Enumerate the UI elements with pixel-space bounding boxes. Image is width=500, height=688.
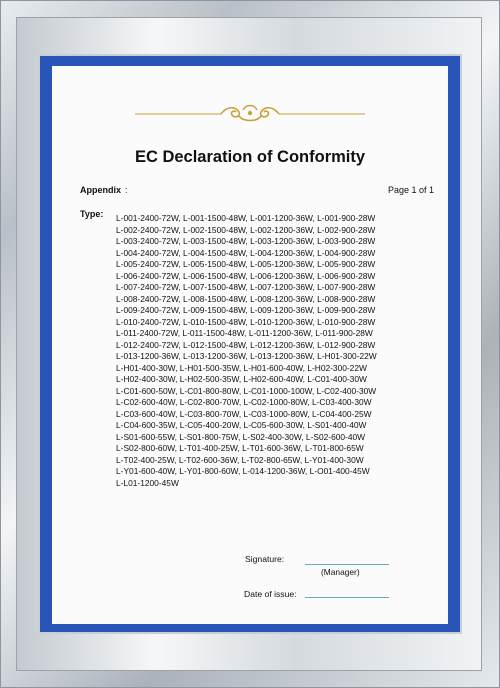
model-line: L-Y01-600-40W, L-Y01-800-60W, L-014-1200-36W, L-O01-400-45W	[116, 466, 370, 476]
model-line: L-H02-400-30W, L-H02-500-35W, L-H02-600-40W, L-C01-400-30W	[116, 374, 367, 384]
type-label: Type:	[80, 209, 104, 219]
model-line: L-010-2400-72W, L-010-1500-48W, L-010-1200-36W, L-010-900-28W	[116, 316, 376, 327]
model-line: L-S01-600-55W, L-S01-800-75W, L-S02-400-30W, L-S02-600-40W	[116, 431, 366, 442]
appendix-text: Appendix	[80, 185, 122, 195]
model-line: L-013-1200-36W, L-013-1200-36W, L-013-1200-36W, L-H01-300-22W	[116, 351, 377, 361]
signature-label: Signature:	[245, 554, 285, 564]
appendix-label	[80, 185, 128, 195]
model-line: L-003-2400-72W, L-003-1500-48W, L-003-1200-36W, L-003-900-28W	[116, 236, 376, 246]
model-line: L-002-2400-72W, L-002-1500-48W, L-002-1200-36W, L-002-900-28W	[116, 224, 376, 235]
model-line: L-C01-600-50W, L-C01-800-80W, L-C01-1000-100W, L-C02-400-30W	[116, 385, 377, 396]
model-line: L-T02-400-25W, L-T02-600-36W, L-T02-800-65W, L-Y01-400-30W	[116, 454, 364, 465]
model-line: L-011-2400-72W, L-011-1500-48W, L-011-1200-36W, L-011-900-28W	[116, 328, 373, 338]
model-line: L-008-2400-72W, L-008-1500-48W, L-008-1200-36W, L-008-900-28W	[116, 293, 376, 304]
model-line: L-L01-1200-45W	[116, 477, 179, 488]
model-line: L-C02-600-40W, L-C02-800-70W, L-C02-1000-80W, L-C03-400-30W	[116, 397, 372, 407]
model-line: L-007-2400-72W, L-007-1500-48W, L-007-1200-36W, L-007-900-28W	[116, 282, 376, 292]
model-list	[116, 213, 406, 489]
model-line: L-009-2400-72W, L-009-1500-48W, L-009-1200-36W, L-009-900-28W	[116, 305, 376, 315]
model-line: L-004-2400-72W, L-004-1500-48W, L-004-1200-36W, L-004-900-28W	[116, 247, 376, 258]
model-line: L-005-2400-72W, L-005-1500-48W, L-005-1200-36W, L-005-900-28W	[116, 259, 376, 269]
document-title: EC Declaration of Conformity	[134, 148, 366, 166]
appendix-colon: :	[125, 185, 128, 195]
model-line: L-S02-800-60W, L-T01-400-25W, L-T01-600-36W, L-T01-800-65W	[116, 443, 364, 453]
model-line: L-H01-400-30W, L-H01-500-35W, L-H01-600-40W, L-H02-300-22W	[116, 362, 367, 373]
model-line: L-006-2400-72W, L-006-1500-48W, L-006-1200-36W, L-006-900-28W	[116, 270, 376, 281]
date-of-issue-label: Date of issue:	[244, 589, 297, 599]
model-line: L-012-2400-72W, L-012-1500-48W, L-012-1200-36W, L-012-900-28W	[116, 339, 376, 350]
signature-line	[305, 564, 389, 565]
gold-scroll-ornament-icon	[135, 102, 365, 124]
model-line: L-C04-600-35W, L-C05-400-20W, L-C05-600-30W, L-S01-400-40W	[116, 420, 367, 430]
date-of-issue-line	[305, 597, 389, 598]
page-indicator: Page 1 of 1	[388, 185, 435, 195]
signature-role: (Manager)	[321, 567, 360, 577]
model-line: L-001-2400-72W, L-001-1500-48W, L-001-1200-36W, L-001-900-28W	[116, 213, 376, 223]
model-line: L-C03-600-40W, L-C03-800-70W, L-C03-1000-80W, L-C04-400-25W	[116, 408, 372, 419]
